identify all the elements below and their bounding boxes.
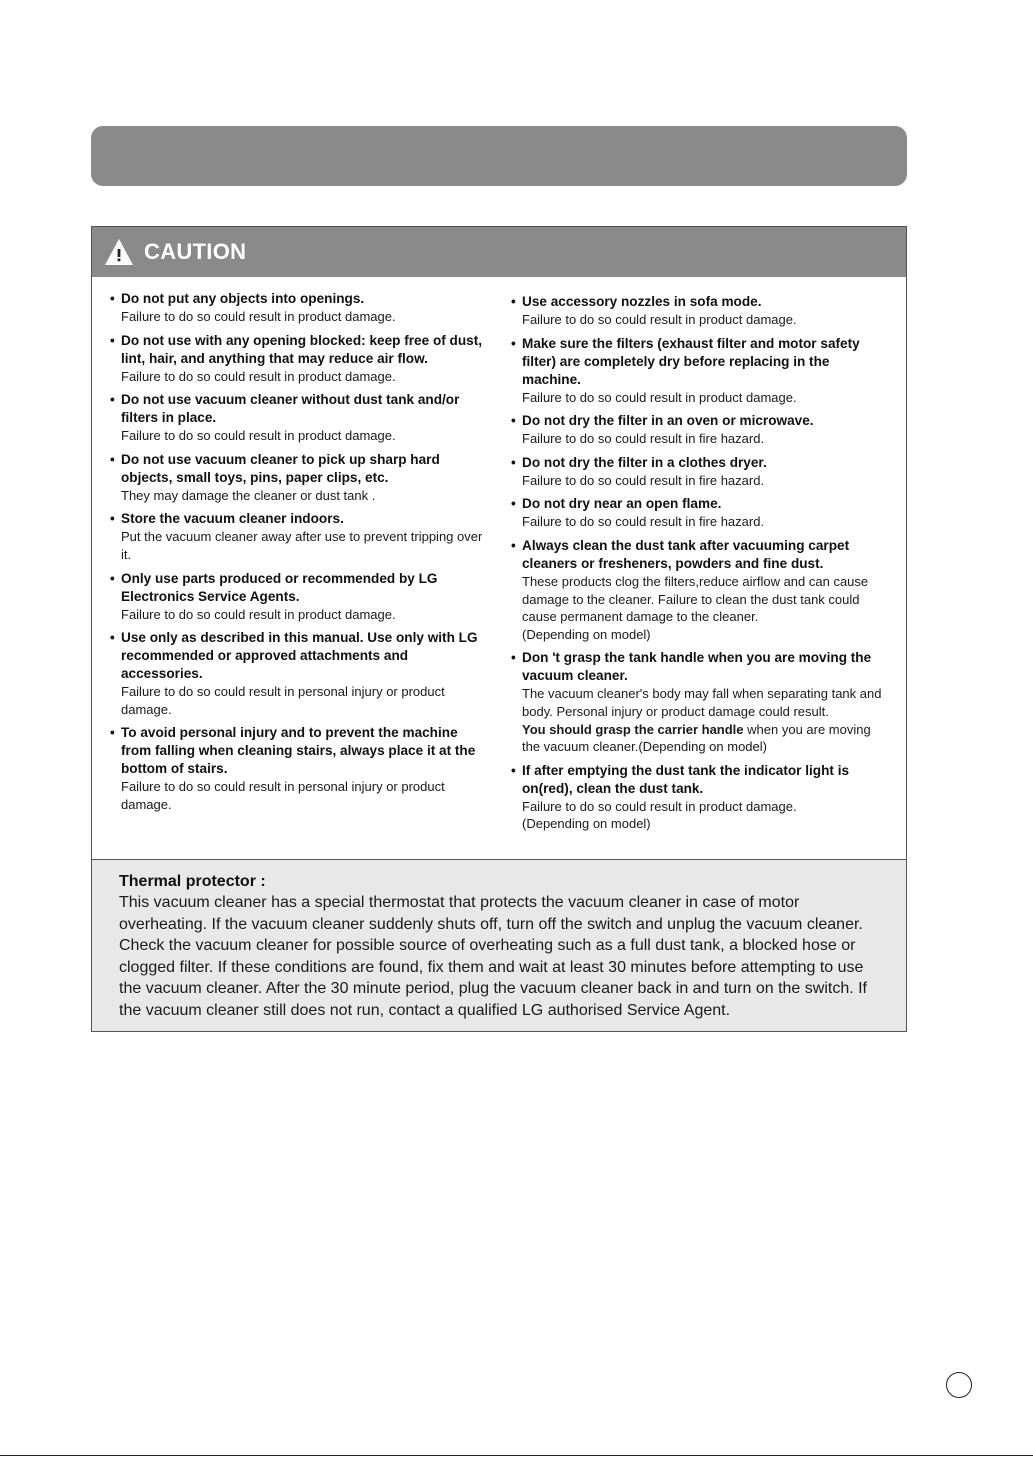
caution-item [110,629,490,718]
caution-item-title: • Do not put any objects into openings. [110,290,490,308]
caution-item-title: • Do not use vacuum cleaner to pick up sharp hard objects, small toys, pins, paper clips, etc. [110,451,490,487]
caution-item-title: • Make sure the filters (exhaust filter and motor safety filter) are completely dry before replacing in the machine. [511,335,891,389]
caution-item-description-tail: when you are moving the vacuum cleaner.(Depending on model) [522,721,871,755]
caution-item-description: Failure to do so could result in product damage. [121,309,396,324]
caution-item [110,290,490,326]
caution-item-description: Failure to do so could result in product damage. [121,368,396,384]
caution-item [511,537,891,643]
caution-item-description: Failure to do so could result in product damage. [121,606,396,622]
thermal-protector-title: Thermal protector : [119,873,266,890]
caution-item-emphasis: You should grasp the carrier handle [522,721,744,737]
caution-item-description: Failure to do so could result in fire hazard. [522,431,765,447]
caution-item-description: (Depending on model) [522,816,651,832]
caution-item-title: • Do not dry the filter in an oven or microwave. [511,412,891,430]
caution-item-title: • If after emptying the dust tank the indicator light is on(red), clean the dust tank. [511,762,891,798]
caution-right-column [511,293,891,839]
caution-item-description: (Depending on model) [522,626,651,642]
caution-header [92,227,906,277]
caution-item-description: Failure to do so could result in product damage. [522,312,797,327]
caution-item-description [511,721,891,756]
caution-title: CAUTION [144,239,247,264]
caution-item-title: • Do not use with any opening blocked: keep free of dust, lint, hair, and anything that may reduce air flow. [110,332,490,368]
caution-item-title: • Use only as described in this manual. Use only with LG recommended or approved attachments and accessories. [110,629,490,683]
caution-item [511,454,891,490]
caution-item-title: • Do not dry near an open flame. [511,495,891,513]
caution-item-title: • Do not dry the filter in a clothes dryer. [511,454,891,472]
caution-item-title: • Do not use vacuum cleaner without dust tank and/or filters in place. [110,391,490,427]
caution-item-description: The vacuum cleaner's body may fall when separating tank and body. Personal injury or product damage could result. [522,686,882,719]
caution-item [110,510,490,563]
caution-item [511,495,891,531]
caution-item [511,412,891,448]
caution-item-description: Failure to do so could result in fire hazard. [522,514,765,530]
page-number-circle [946,1372,972,1398]
page-bottom-rule [0,1455,1033,1456]
caution-item-title: • Use accessory nozzles in sofa mode. [511,293,891,311]
caution-item-description: Put the vacuum cleaner away after use to prevent tripping over it. [121,529,483,562]
caution-item [110,391,490,445]
caution-columns [92,277,906,859]
caution-item-title: • Store the vacuum cleaner indoors. [110,510,490,528]
caution-item [511,649,891,755]
caution-item-description: These products clog the filters,reduce airflow and can cause damage to the cleaner. Failure to clean the dust tank could cause permanent damage to the cleaner. [522,573,869,625]
caution-left-column [110,290,490,820]
caution-item [511,335,891,407]
caution-item-description: Failure to do so could result in product damage. [121,428,396,444]
caution-item-title: • To avoid personal injury and to prevent the machine from falling when cleaning stairs, always place it at the bottom of stairs. [110,724,490,778]
section-header-bar [91,126,907,186]
caution-item-title: • Don 't grasp the tank handle when you are moving the vacuum cleaner. [511,649,891,685]
caution-item-title: • Always clean the dust tank after vacuuming carpet cleaners or fresheners, powders and fine dust. [511,537,891,573]
warning-triangle-icon [104,238,134,266]
caution-item-description: Failure to do so could result in fire hazard. [522,472,765,488]
caution-item [511,293,891,329]
caution-item-description: Failure to do so could result in product damage. [522,389,797,405]
caution-item [110,332,490,386]
caution-item [110,451,490,505]
thermal-protector-text: This vacuum cleaner has a special thermostat that protects the vacuum cleaner in case of motor overheating. If the vacuum cleaner suddenly shuts off, turn off the switch and unplug the vacuum cleaner. Check the vacuum cleaner for possible source of overheating such as a full dust tank, a blocked hose or clogged filter. If these conditions are found, fix them and wait at least 30 minutes before attempting to use the vacuum cleaner. After the 30 minute period, plug the vacuum cleaner back in and turn on the switch. If the vacuum cleaner still does not run, contact a qualified LG authorised Service Agent. [119,894,867,1019]
caution-item [110,570,490,624]
caution-item-title: • Only use parts produced or recommended by LG Electronics Service Agents. [110,570,490,606]
caution-item [110,724,490,813]
thermal-protector-section [92,859,906,1031]
caution-box [91,226,907,1032]
caution-item-description: Failure to do so could result in personal injury or product damage. [121,684,445,717]
caution-item-description: Failure to do so could result in personal injury or product damage. [121,779,445,812]
caution-item [511,762,891,833]
caution-item-description: Failure to do so could result in product damage. [522,798,797,814]
caution-item-description: They may damage the cleaner or dust tank . [121,487,376,503]
